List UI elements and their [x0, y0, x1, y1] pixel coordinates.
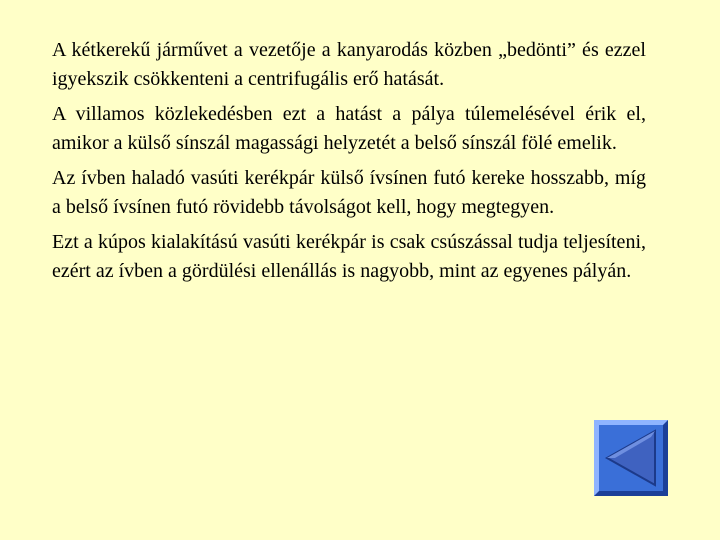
paragraph-4: Ezt a kúpos kialakítású vasúti kerékpár is csak csúszással tudja teljesíteni, ezért az ívben a gördülési ellenállás is nagyobb, mint az egyenes pályán.	[52, 231, 646, 282]
paragraph-2: A villamos közlekedésben ezt a hatást a pálya túlemelésével érik el, amikor a külső sínszál magassági helyzetét a belső sínszál fölé emelik.	[52, 103, 646, 154]
back-button[interactable]	[594, 420, 668, 496]
triangle-left-icon	[599, 425, 663, 491]
paragraph-3: Az ívben haladó vasúti kerékpár külső ívsínen futó kereke hosszabb, míg a belső ívsínen futó rövidebb távolságot kell, hogy megtegyen.	[52, 167, 646, 218]
body-text	[52, 36, 646, 292]
paragraph-1: A kétkerekű járművet a vezetője a kanyarodás közben „bedönti” és ezzel igyekszik csökkenteni a centrifugális erő hatását.	[52, 39, 646, 90]
